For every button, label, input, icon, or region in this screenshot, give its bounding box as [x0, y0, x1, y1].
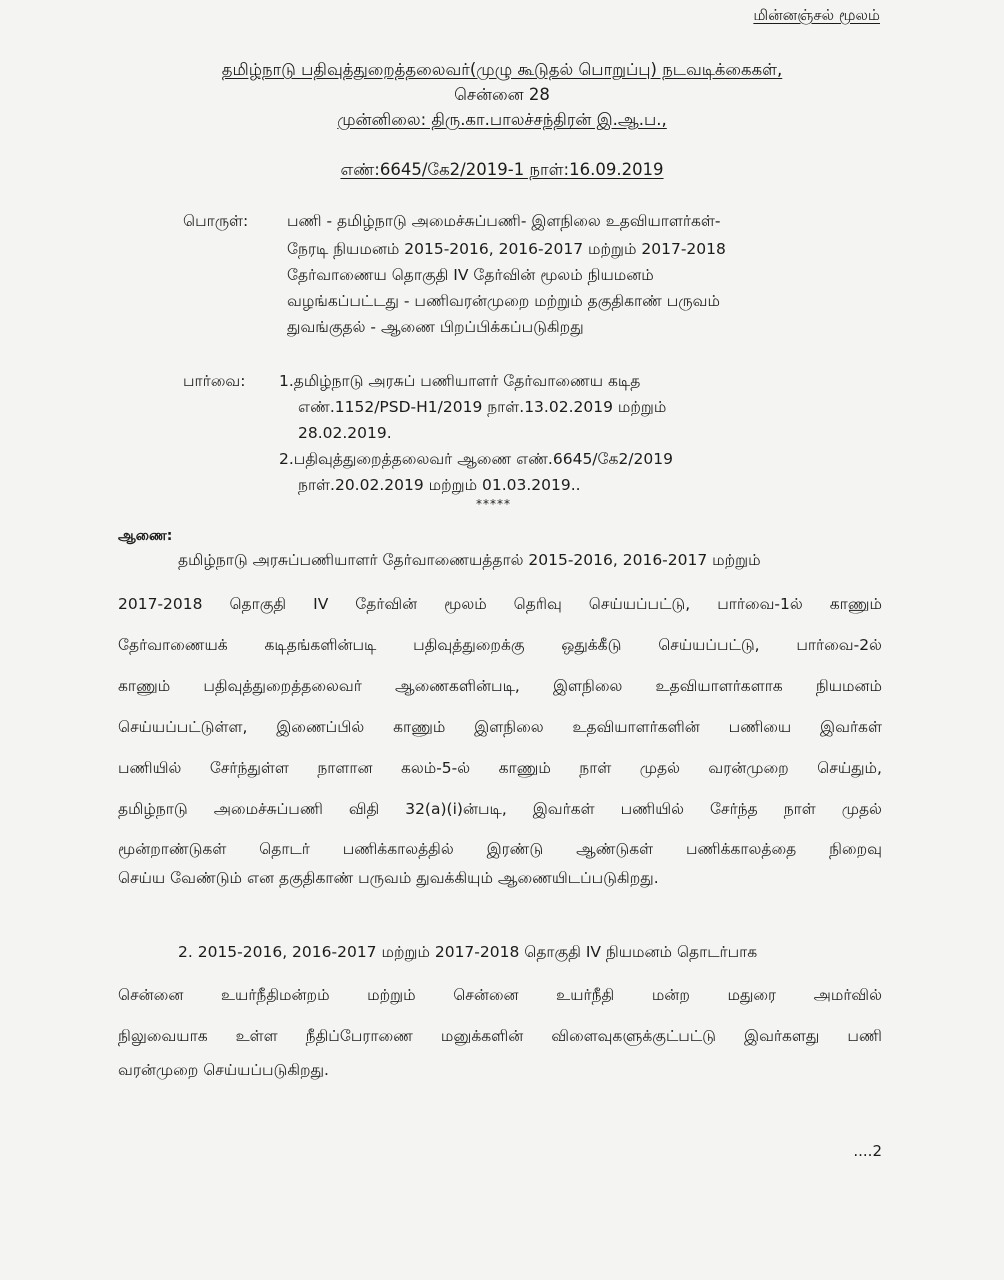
word: சென்னை [453, 986, 519, 1004]
word: பணியை [728, 718, 792, 736]
word: நிறைவு [829, 840, 882, 858]
reference-line: 1.தமிழ்நாடு அரசுப் பணியாளர் தேர்வாணைய கடித [279, 372, 641, 390]
word: நாள் [579, 759, 612, 777]
paragraph-line: 2. 2015-2016, 2016-2017 மற்றும் 2017-2018 தொகுதி IV நியமனம் தொடர்பாக [178, 943, 758, 961]
paragraph-line: வரன்முறை செய்யப்படுகிறது. [118, 1061, 329, 1079]
word: 2017-2018 [118, 595, 203, 613]
section-separator: ***** [476, 497, 511, 511]
word: கடிதங்களின்படி [264, 636, 377, 654]
word: பணிக்காலத்தில் [342, 840, 454, 858]
word: பணியில் [118, 759, 182, 777]
word: மன்ற [651, 986, 690, 1004]
word: உதவியாளர்களின் [572, 718, 700, 736]
word: நியமனம் [815, 677, 882, 695]
reference-line: 28.02.2019. [298, 424, 392, 442]
word: காணும் [393, 718, 446, 736]
subject-line: துவங்குதல் - ஆணை பிறப்பிக்கப்படுகிறது [287, 318, 584, 336]
word: இவர்கள் [532, 800, 595, 818]
subject-label: பொருள்: [183, 212, 249, 230]
word: விளைவுகளுக்குட்பட்டு [551, 1027, 716, 1045]
word: பார்வை-1ல் [717, 595, 803, 613]
word: விதி [348, 800, 380, 818]
word: சேர்ந்துள்ள [209, 759, 289, 777]
paragraph-line [118, 677, 882, 697]
presiding-officer: முன்னிலை: திரு.கா.பாலச்சந்திரன் இ.ஆ.ப., [337, 110, 667, 129]
office-location: சென்னை 28 [454, 85, 550, 104]
office-title: தமிழ்நாடு பதிவுத்துறைத்தலைவர்(முழு கூடுதல் பொறுப்பு) நடவடிக்கைகள், [221, 60, 783, 79]
word: நாளான [317, 759, 373, 777]
word: ஆண்டுகள் [576, 840, 654, 858]
word: சேர்ந்த [710, 800, 758, 818]
word: செய்யப்பட்டு, [588, 595, 691, 613]
word: 32(a)(i)ன்படி, [405, 800, 507, 818]
delivery-mode-tag: மின்னஞ்சல் மூலம் [753, 6, 880, 24]
order-label: ஆணை: [118, 528, 173, 544]
page-continuation-marker: ....2 [853, 1142, 882, 1160]
word: பணிக்காலத்தை [686, 840, 797, 858]
word: செய்யப்பட்டு, [658, 636, 760, 654]
word: பதிவுத்துறைத்தலைவர் [203, 677, 362, 695]
subject-line: பணி - தமிழ்நாடு அமைச்சுப்பணி- இளநிலை உதவியாளர்கள்- [287, 212, 721, 230]
word: தெரிவு [513, 595, 562, 613]
references-label: பார்வை: [183, 372, 246, 390]
word: இளநிலை [474, 718, 544, 736]
word: IV [313, 595, 329, 613]
word: செய்தும், [817, 759, 882, 777]
paragraph-line [118, 718, 882, 738]
reference-line: எண்.1152/PSD-H1/2019 நாள்.13.02.2019 மற்றும் [298, 398, 667, 416]
word: நிலுவையாக [118, 1027, 208, 1045]
word: உதவியாளர்களாக [655, 677, 783, 695]
paragraph-line [118, 840, 882, 860]
word: தமிழ்நாடு [118, 800, 188, 818]
word: நாள் [783, 800, 816, 818]
word: தொடர் [259, 840, 310, 858]
word: அமர்வில் [813, 986, 882, 1004]
word: தேர்வாணையக் [118, 636, 228, 654]
word: பணியில் [620, 800, 685, 818]
word: பணி [847, 1027, 882, 1045]
word: உயர்நீதிமன்றம் [220, 986, 330, 1004]
reference-line: நாள்.20.02.2019 மற்றும் 01.03.2019.. [298, 476, 581, 494]
reference-number: எண்:6645/கே2/2019-1 நாள்:16.09.2019 [340, 160, 664, 179]
word: கலம்-5-ல் [400, 759, 471, 777]
word: இவர்கள் [820, 718, 882, 736]
word: மற்றும் [367, 986, 416, 1004]
paragraph-line: செய்ய வேண்டும் என தகுதிகாண் பருவம் துவக்கியும் ஆணையிடப்படுகிறது. [118, 869, 659, 887]
word: ஆணைகளின்படி, [394, 677, 520, 695]
word: மனுக்களின் [440, 1027, 524, 1045]
word: காணும் [498, 759, 551, 777]
word: மூலம் [444, 595, 487, 613]
word: இரண்டு [486, 840, 544, 858]
word: இளநிலை [552, 677, 623, 695]
reference-line: 2.பதிவுத்துறைத்தலைவர் ஆணை எண்.6645/கே2/2019 [279, 450, 673, 468]
paragraph-line [118, 1027, 882, 1047]
subject-line: தேர்வாணைய தொகுதி IV தேர்வின் மூலம் நியமனம் [287, 266, 654, 284]
paragraph-line [118, 759, 882, 779]
paragraph-line: தமிழ்நாடு அரசுப்பணியாளர் தேர்வாணையத்தால் 2015-2016, 2016-2017 மற்றும் [178, 551, 761, 569]
paragraph-line [118, 595, 882, 615]
subject-line: வழங்கப்பட்டது - பணிவரன்முறை மற்றும் தகுதிகாண் பருவம் [287, 292, 720, 310]
word: இணைப்பில் [276, 718, 365, 736]
word: வரன்முறை [708, 759, 789, 777]
word: செய்யப்பட்டுள்ள, [118, 718, 248, 736]
word: தேர்வின் [355, 595, 418, 613]
paragraph-line [118, 986, 882, 1006]
word: ஒதுக்கீடு [561, 636, 622, 654]
word: இவர்களது [744, 1027, 820, 1045]
word: உயர்நீதி [556, 986, 615, 1004]
word: மூன்றாண்டுகள் [118, 840, 227, 858]
word: சென்னை [118, 986, 184, 1004]
word: தொகுதி [229, 595, 287, 613]
word: பார்வை-2ல் [796, 636, 882, 654]
paragraph-line [118, 800, 882, 820]
word: பதிவுத்துறைக்கு [413, 636, 525, 654]
paragraph-line [118, 636, 882, 656]
word: முதல் [639, 759, 680, 777]
subject-line: நேரடி நியமனம் 2015-2016, 2016-2017 மற்றும் 2017-2018 [287, 240, 726, 258]
word: உள்ள [235, 1027, 278, 1045]
word: முதல் [841, 800, 882, 818]
word: அமைச்சுப்பணி [213, 800, 323, 818]
word: மதுரை [727, 986, 777, 1004]
word: நீதிப்பேராணை [305, 1027, 413, 1045]
word: காணும் [118, 677, 171, 695]
word: காணும் [829, 595, 882, 613]
